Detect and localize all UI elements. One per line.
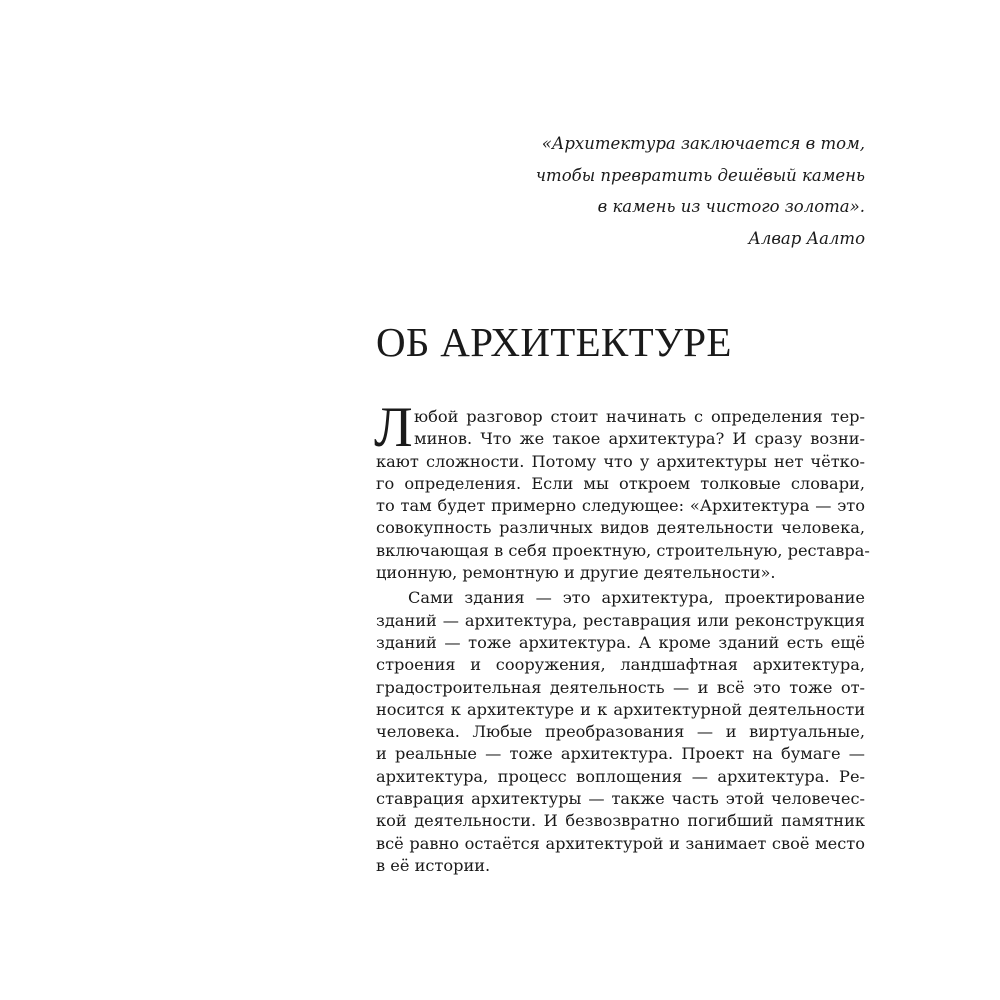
text-line: ставрация архитектуры — также часть этой человечес- xyxy=(376,789,865,809)
text-line: юбой разговор стоит начинать с определения тер- xyxy=(414,407,865,426)
text-line: строения и сооружения, ландшафтная архитектура, xyxy=(376,655,865,675)
text-line: архитектура, процесс воплощения — архитектура. Ре- xyxy=(376,766,865,786)
text-line: зданий — тоже архитектура. А кроме зданий есть ещё xyxy=(376,632,865,652)
drop-cap: Л xyxy=(374,396,413,459)
text-line: кой деятельности. И безвозвратно погибший памятник xyxy=(376,811,865,831)
text-line: всё равно остаётся архитектурой и занимает своё место xyxy=(376,833,865,853)
epigraph xyxy=(480,128,865,254)
text-line: градостроительная деятельность — и всё это тоже от- xyxy=(376,677,865,697)
text-line: человека. Любые преобразования — и виртуальные, xyxy=(376,722,865,742)
text-line: то там будет примерно следующее: «Архитектура — это xyxy=(376,496,865,516)
chapter-title: ОБ АРХИТЕКТУРЕ xyxy=(376,319,732,365)
text-line: в её истории. xyxy=(376,855,491,875)
text-line: и реальные — тоже архитектура. Проект на бумаге — xyxy=(376,744,865,764)
epigraph-line: «Архитектура заключается в том, xyxy=(541,134,865,153)
text-line: Сами здания — это архитектура, проектирование xyxy=(408,588,865,608)
text-line: минов. Что же такое архитектура? И сразу возни- xyxy=(414,429,865,449)
epigraph-line: в камень из чистого золота». xyxy=(597,197,865,216)
text-line: кают сложности. Потому что у архитектуры нет чётко- xyxy=(376,451,865,471)
text-line: носится к архитектуре и к архитектурной деятельности xyxy=(376,699,865,719)
text-line: включающая в себя проектную, строительную, реставра- xyxy=(376,540,870,560)
epigraph-author: Алвар Аалто xyxy=(748,228,865,248)
epigraph-line: чтобы превратить дешёвый камень xyxy=(535,165,865,185)
text-line: го определения. Если мы откроем толковые словари, xyxy=(376,473,865,493)
text-line: ционную, ремонтную и другие деятельности». xyxy=(376,563,776,583)
paragraph xyxy=(374,396,870,584)
text-line: зданий — архитектура, реставрация или реконструкция xyxy=(376,610,865,630)
text-line: совокупность различных видов деятельности человека, xyxy=(376,518,865,538)
chapter-body xyxy=(374,396,870,877)
paragraph xyxy=(376,587,865,877)
